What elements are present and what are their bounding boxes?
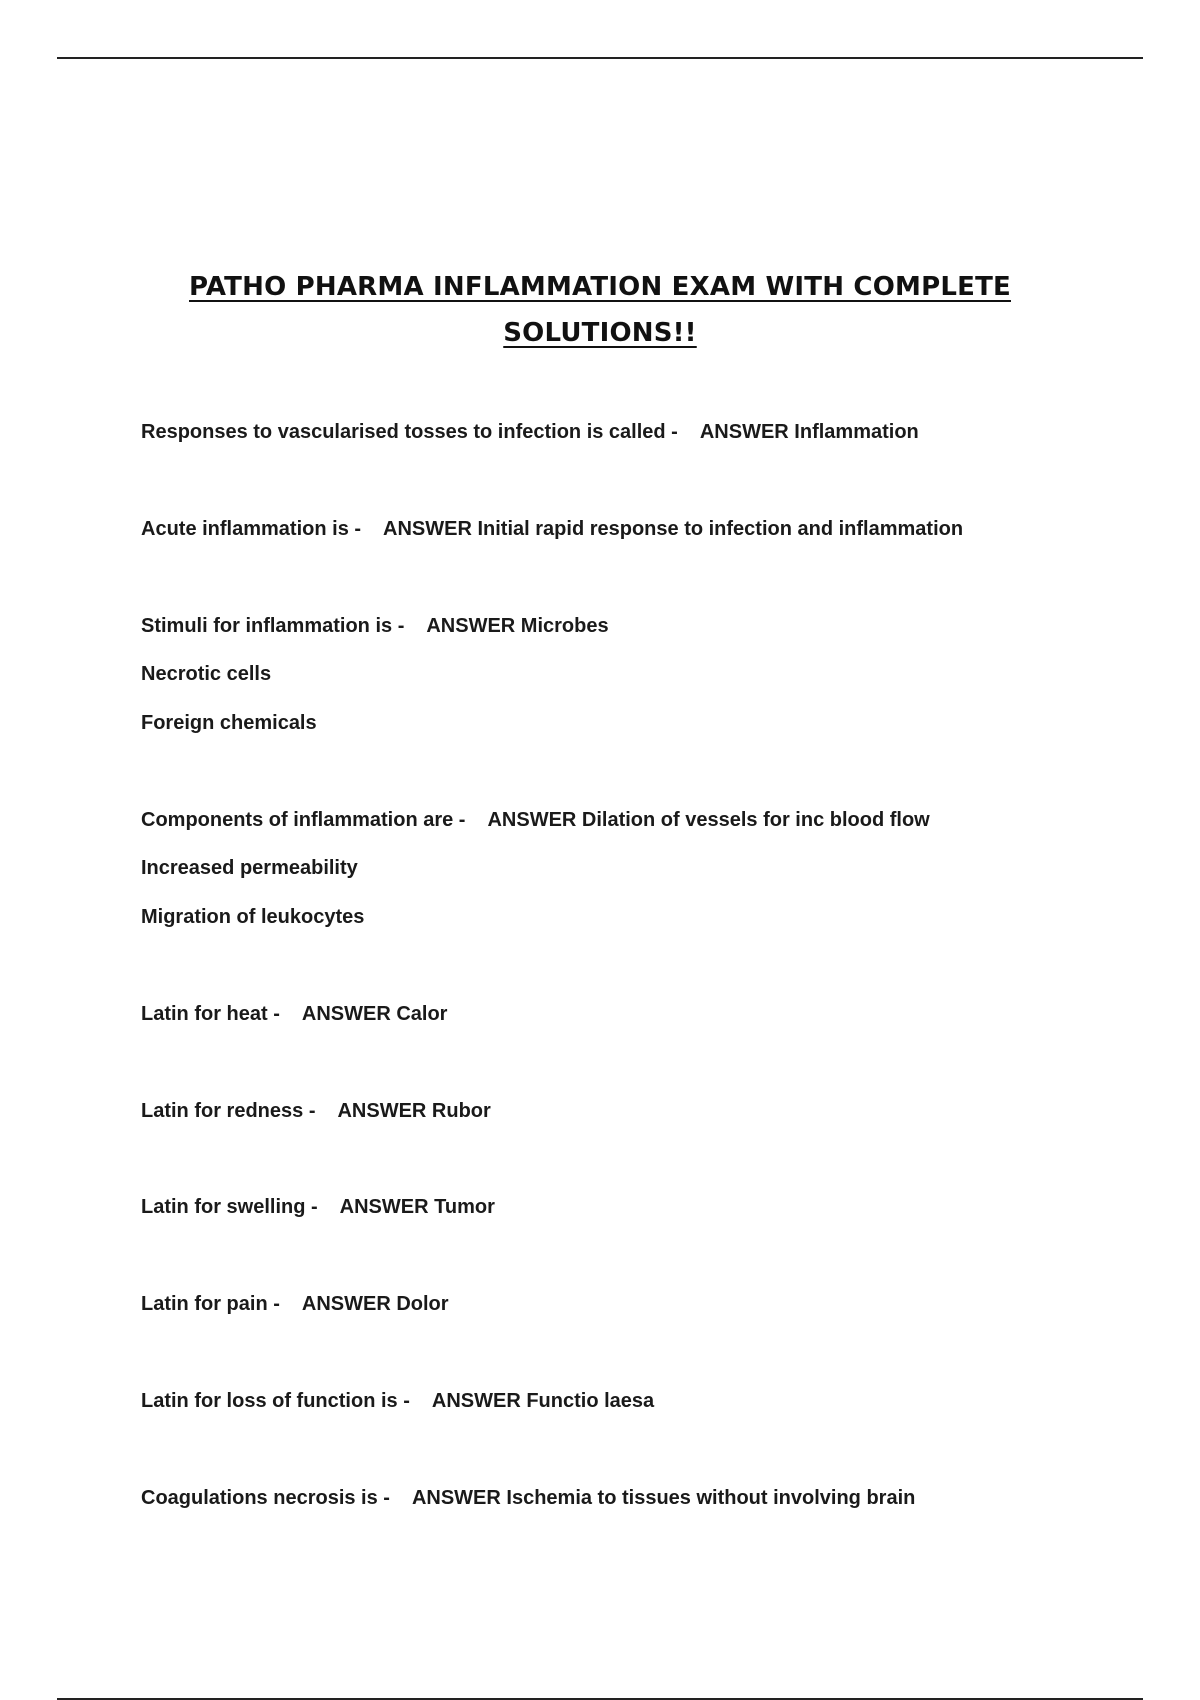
- question-text: Components of inflammation are -: [141, 809, 466, 831]
- qa-item: [141, 1486, 1101, 1510]
- question-text: Responses to vascularised tosses to infection is called -: [141, 421, 678, 443]
- answer-continuation: Migration of leukocytes: [141, 906, 365, 928]
- answer-text: ANSWER Inflammation: [699, 421, 919, 443]
- qa-item: [141, 1002, 1101, 1026]
- answer-continuation: Increased permeability: [141, 857, 358, 879]
- answer-text: ANSWER Tumor: [339, 1196, 495, 1218]
- question-text: Coagulations necrosis is -: [141, 1487, 390, 1509]
- document-title: [120, 264, 1080, 356]
- top-rule: [57, 57, 1143, 59]
- title-line-1: PATHO PHARMA INFLAMMATION EXAM WITH COMPLETE: [189, 272, 1011, 302]
- answer-text: ANSWER Functio laesa: [431, 1390, 655, 1412]
- qa-item: [141, 808, 1101, 832]
- qa-item: [141, 1389, 1101, 1413]
- qa-item: [141, 517, 1101, 541]
- question-text: Latin for swelling -: [141, 1196, 318, 1218]
- answer-text: ANSWER Dilation of vessels for inc blood flow: [487, 809, 930, 831]
- question-text: Acute inflammation is -: [141, 518, 362, 540]
- question-text: Latin for heat -: [141, 1003, 280, 1025]
- answer-text: ANSWER Microbes: [426, 615, 609, 637]
- answer-text: ANSWER Ischemia to tissues without involving brain: [411, 1487, 916, 1509]
- question-text: Latin for loss of function is -: [141, 1390, 410, 1412]
- question-text: Latin for redness -: [141, 1100, 316, 1122]
- qa-item: [141, 420, 1101, 444]
- answer-continuation: Foreign chemicals: [141, 712, 317, 734]
- question-text: Latin for pain -: [141, 1293, 280, 1315]
- question-text: Stimuli for inflammation is -: [141, 615, 405, 637]
- qa-item: [141, 1195, 1101, 1219]
- answer-text: ANSWER Initial rapid response to infection and inflammation: [383, 518, 964, 540]
- title-line-2: SOLUTIONS!!: [503, 318, 697, 348]
- answer-text: ANSWER Rubor: [337, 1100, 491, 1122]
- answer-text: ANSWER Calor: [301, 1003, 448, 1025]
- qa-item: [141, 614, 1101, 638]
- answer-continuation: Necrotic cells: [141, 663, 272, 685]
- qa-item: [141, 1099, 1101, 1123]
- answer-text: ANSWER Dolor: [301, 1293, 449, 1315]
- qa-item: [141, 1292, 1101, 1316]
